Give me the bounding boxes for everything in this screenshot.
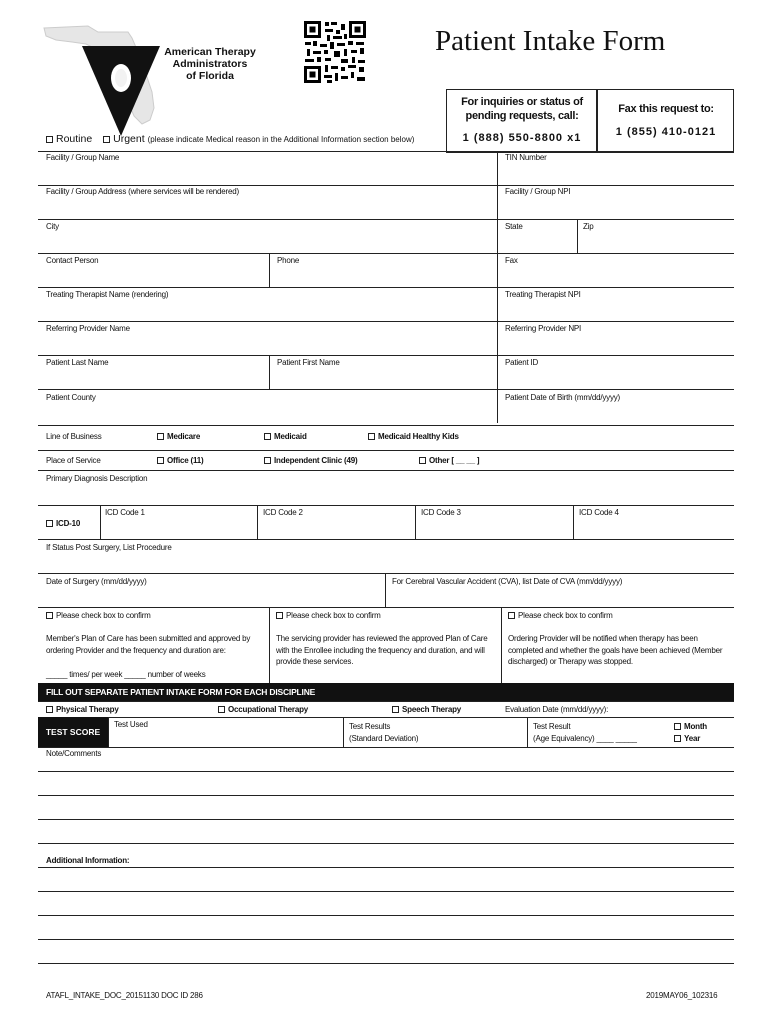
notes-line-1[interactable] [38,771,734,772]
routine-label: Routine [56,133,93,145]
confirm-label-2: Please check box to confirm [286,611,381,620]
inquiries-text: For inquiries or status of pending requests, call: [461,96,583,122]
cva-date-field[interactable]: For Cerebral Vascular Accident (CVA), list Date of CVA (mm/dd/yyyy) [392,577,623,586]
confirm-label-3: Please check box to confirm [518,611,613,620]
inquiries-phone: 1 (888) 550-8800 x1 [462,132,582,144]
independent-clinic-checkbox[interactable] [264,456,357,466]
additional-line-3[interactable] [38,915,734,916]
urgent-note: (please indicate Medical reason in the Additional Information section below) [147,135,415,144]
zip-field[interactable]: Zip [583,222,594,231]
city-field[interactable]: City [46,222,59,231]
fax-text: Fax this request to: [618,103,714,115]
facility-npi-field[interactable]: Facility / Group NPI [505,187,571,196]
speech-therapy-checkbox[interactable] [392,705,461,715]
confirm-text-2: The servicing provider has reviewed the approved Plan of Care with the Enrollee including the frequency and duration, and will provide these services. [276,634,488,666]
patient-id-field[interactable]: Patient ID [505,358,539,367]
age-equivalency-field[interactable]: (Age Equivalency) ____ _____ [533,734,637,743]
additional-info-label: Additional Information: [46,856,130,865]
patient-last-name-field[interactable]: Patient Last Name [46,358,109,367]
footer-timestamp: 2019MAY06_102316 [646,991,718,1000]
confirm-label-1: Please check box to confirm [56,611,151,620]
month-label: Month [684,722,707,731]
patient-county-field[interactable]: Patient County [46,393,96,402]
referring-npi-field[interactable]: Referring Provider NPI [505,324,582,333]
icd-code-4-field[interactable]: ICD Code 4 [579,508,619,517]
primary-diagnosis-field[interactable]: Primary Diagnosis Description [46,474,148,483]
contact-person-field[interactable]: Contact Person [46,256,99,265]
confirm-text-3: Ordering Provider will be notified when therapy has been completed and whether the goals have been achieved (Member discharged) or Therapy was stopped. [508,634,723,666]
notes-line-4[interactable] [38,843,734,844]
month-checkbox[interactable] [674,722,707,732]
test-results-field[interactable]: Test Results [349,722,391,731]
lob-label: Line of Business [46,432,102,441]
additional-line-1[interactable] [38,867,734,868]
additional-line-4[interactable] [38,939,734,940]
confirm-text-1: Member's Plan of Care has been submitted and approved by ordering Provider and the frequency and duration are: [46,634,251,655]
treating-therapist-field[interactable]: Treating Therapist Name (rendering) [46,290,169,299]
referring-provider-field[interactable]: Referring Provider Name [46,324,130,333]
frequency-field[interactable]: _____ times/ per week _____ number of weeks [46,670,206,679]
patient-dob-field[interactable]: Patient Date of Birth (mm/dd/yyyy) [505,393,621,402]
icd-code-3-field[interactable]: ICD Code 3 [421,508,461,517]
medicaid-healthy-kids-label: Medicaid Healthy Kids [378,432,459,441]
date-of-surgery-field[interactable]: Date of Surgery (mm/dd/yyyy) [46,577,147,586]
notes-line-3[interactable] [38,819,734,820]
independent-clinic-label: Independent Clinic (49) [274,456,358,465]
urgent-label: Urgent [113,133,145,145]
priority-row [46,133,414,145]
medicare-label: Medicare [167,432,201,441]
icd-code-1-field[interactable]: ICD Code 1 [105,508,145,517]
icd-code-2-field[interactable]: ICD Code 2 [263,508,303,517]
confirm-checkbox-1[interactable] [46,611,151,621]
medicaid-checkbox[interactable] [264,432,307,442]
physical-therapy-checkbox[interactable] [46,705,119,715]
medicaid-healthy-kids-checkbox[interactable] [368,432,459,442]
confirm-checkbox-3[interactable] [508,611,613,621]
notes-label: Note/Comments [46,749,102,758]
speech-therapy-label: Speech Therapy [402,705,462,714]
org-line2: Administrators [172,58,248,70]
treating-npi-field[interactable]: Treating Therapist NPI [505,290,581,299]
evaluation-date-field[interactable]: Evaluation Date (mm/dd/yyyy): [505,705,609,714]
medicaid-label: Medicaid [274,432,307,441]
urgent-checkbox[interactable] [103,133,145,145]
routine-checkbox[interactable] [46,133,92,145]
test-result-field[interactable]: Test Result [533,722,571,731]
facility-address-field[interactable]: Facility / Group Address (where services will be rendered) [46,187,239,196]
fax-field[interactable]: Fax [505,256,518,265]
fax-number: 1 (855) 410-0121 [615,126,717,138]
org-name [150,46,270,82]
office-checkbox[interactable] [157,456,203,466]
discipline-banner [38,683,734,701]
test-score-label: TEST SCORE [45,727,101,737]
org-line3: of Florida [186,70,234,82]
patient-first-name-field[interactable]: Patient First Name [277,358,340,367]
additional-line-2[interactable] [38,891,734,892]
fax-box [597,89,734,153]
year-checkbox[interactable] [674,734,700,744]
confirm-checkbox-2[interactable] [276,611,381,621]
page-title: Patient Intake Form [435,25,666,57]
other-pos-checkbox[interactable] [419,456,479,466]
notes-line-2[interactable] [38,795,734,796]
facility-name-field[interactable]: Facility / Group Name [46,153,120,162]
test-score-badge [38,717,108,747]
qr-code-icon [303,20,367,84]
pos-label: Place of Service [46,456,101,465]
discipline-banner-text: FILL OUT SEPARATE PATIENT INTAKE FORM FOR EACH DISCIPLINE [46,687,316,697]
footer-doc-id: ATAFL_INTAKE_DOC_20151130 DOC ID 286 [46,991,203,1000]
icd10-label: ICD-10 [56,519,81,528]
state-field[interactable]: State [505,222,523,231]
status-post-surgery-field[interactable]: If Status Post Surgery, List Procedure [46,543,172,552]
org-line1: American Therapy [164,46,256,58]
test-used-field[interactable]: Test Used [114,720,148,729]
occupational-therapy-label: Occupational Therapy [228,705,309,714]
medicare-checkbox[interactable] [157,432,200,442]
office-label: Office (11) [167,456,204,465]
tin-field[interactable]: TIN Number [505,153,547,162]
icd10-checkbox[interactable] [46,519,80,529]
occupational-therapy-checkbox[interactable] [218,705,308,715]
year-label: Year [684,734,701,743]
physical-therapy-label: Physical Therapy [56,705,119,714]
std-dev-label: (Standard Deviation) [349,734,419,743]
additional-line-5[interactable] [38,963,734,964]
phone-field[interactable]: Phone [277,256,300,265]
other-pos-label: Other [ __ __ ] [429,456,480,465]
